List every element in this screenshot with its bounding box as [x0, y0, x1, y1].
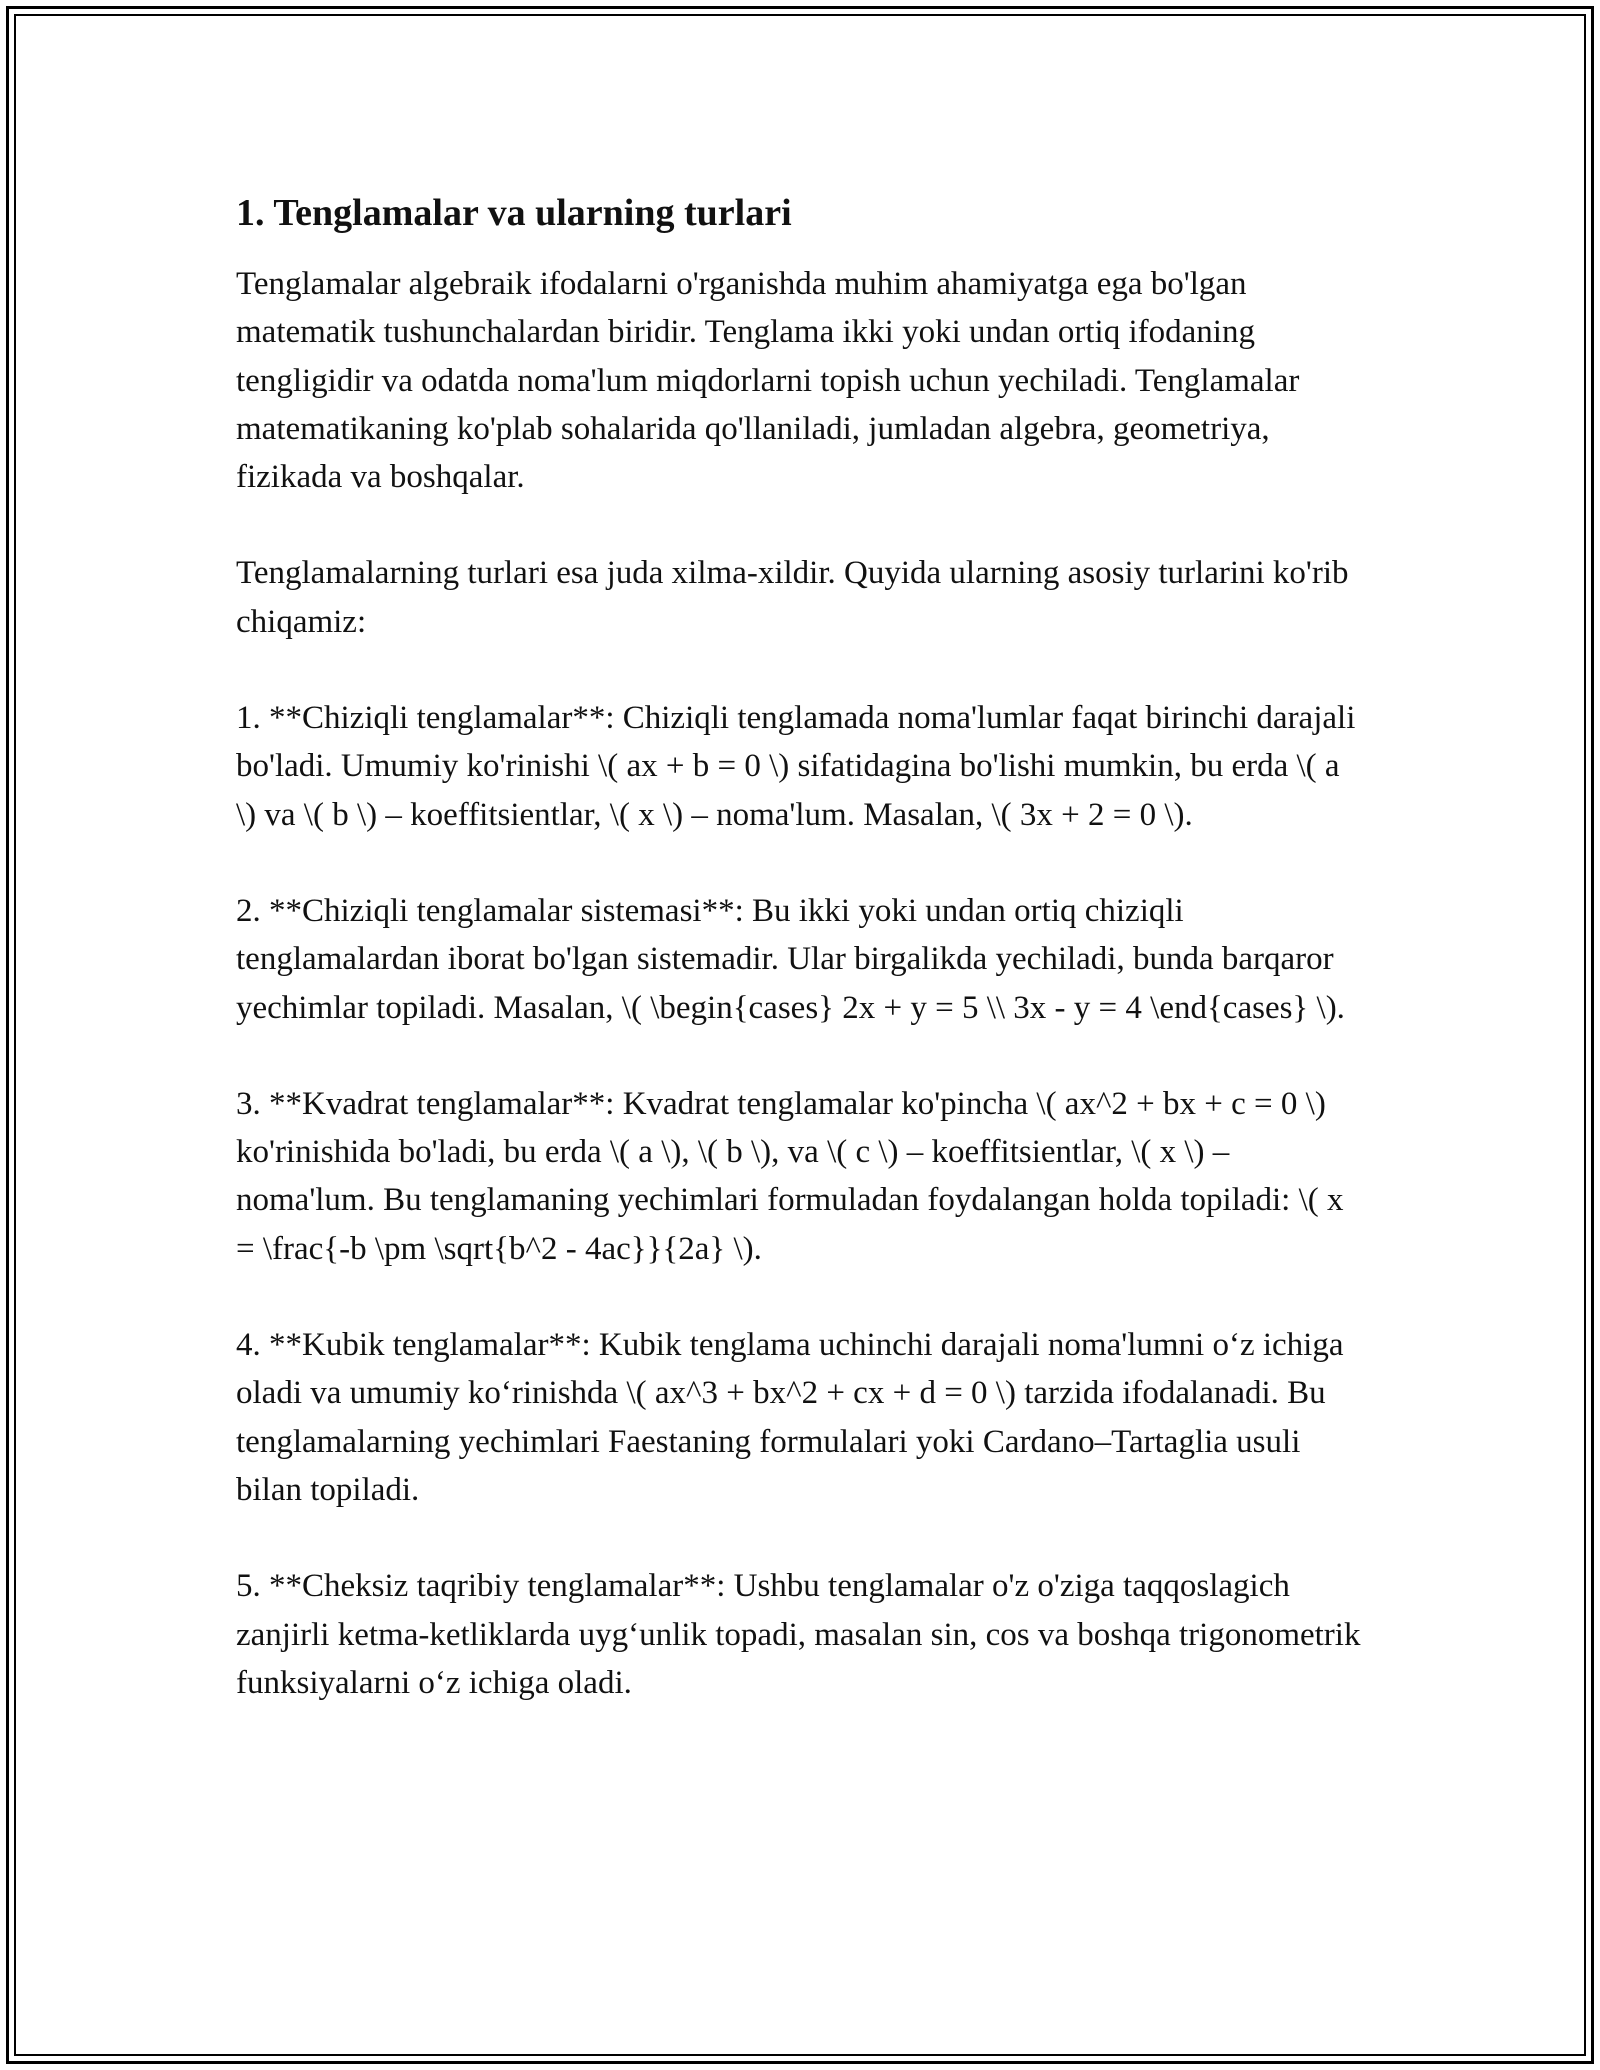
- item-quadratic-equations: 3. **Kvadrat tenglamalar**: Kvadrat tenglamalar ko'pincha \( ax^2 + bx + c = 0 \) ko'rinishida bo'ladi, bu erda \( a \), \( b \), va \( c \) – koeffitsientlar, \( x \) – noma'lum. Bu tenglamaning yechimlari formuladan foydalangan holda topiladi: \( x = \frac{-b \pm \sqrt{b^2 - 4ac}}{2a} \).: [236, 1085, 1344, 1267]
- document-body: [236, 188, 1366, 1755]
- types-intro-paragraph: Tenglamalarning turlari esa juda xilma-xildir. Quyida ularning asosiy turlarini ko'rib chiqamiz:: [236, 555, 1349, 640]
- intro-paragraph: Tenglamalar algebraik ifodalarni o'rganishda muhim ahamiyatga ega bo'lgan matematik tushunchalardan biridir. Tenglama ikki yoki undan ortiq ifodaning tengligidir va odatda noma'lum miqdorlarni topish uchun yechiladi. Tenglamalar matematikaning ko'plab sohalarida qo'llaniladi, jumladan algebra, geometriya, fizikada va boshqalar.: [236, 266, 1300, 496]
- item-cubic-equations: 4. **Kubik tenglamalar**: Kubik tenglama uchinchi darajali noma'lumni o‘z ichiga oladi va umumiy ko‘rinishda \( ax^3 + bx^2 + cx + d = 0 \) tarzida ifodalanadi. Bu tenglamalarning yechimlari Faestaning formulalari yoki Cardano–Tartaglia usuli bilan topiladi.: [236, 1327, 1344, 1508]
- item-linear-equations: 1. **Chiziqli tenglamalar**: Chiziqli tenglamada noma'lumlar faqat birinchi darajali bo'ladi. Umumiy ko'rinishi \( ax + b = 0 \) sifatidagina bo'lishi mumkin, bu erda \( a \) va \( b \) – koeffitsientlar, \( x \) – noma'lum. Masalan, \( 3x + 2 = 0 \).: [236, 700, 1356, 833]
- item-linear-systems: 2. **Chiziqli tenglamalar sistemasi**: Bu ikki yoki undan ortiq chiziqli tenglamalardan iborat bo'lgan sistemadir. Ular birgalikda yechiladi, bunda barqaror yechimlar topiladi. Masalan, \( \begin{cases} 2x + y = 5 \\ 3x - y = 4 \end{cases} \).: [236, 892, 1345, 1026]
- section-title: 1. Tenglamalar va ularning turlari: [236, 192, 792, 234]
- item-infinite-approx-equations: 5. **Cheksiz taqribiy tenglamalar**: Ushbu tenglamalar o'z o'ziga taqqoslagich zanjirli ketma-ketliklarda uyg‘unlik topadi, masalan sin, cos va boshqa trigonometrik funksiyalarni o‘z ichiga oladi.: [236, 1568, 1361, 1701]
